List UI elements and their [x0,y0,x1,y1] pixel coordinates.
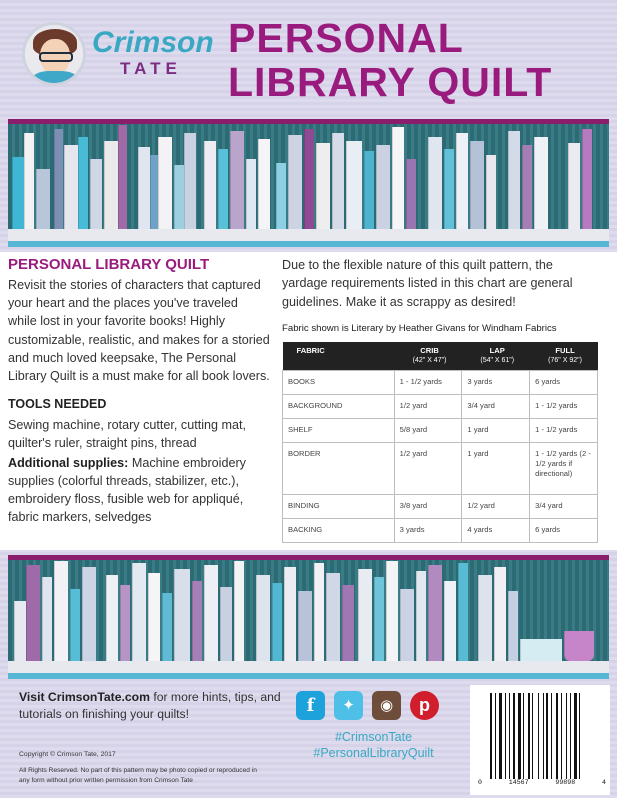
page-title: PERSONAL LIBRARY QUILT [228,15,553,105]
yardage-table [282,342,598,543]
header [0,0,617,118]
barcode-bar [579,693,580,779]
table-cell: 1 - 1/2 yards [530,395,598,419]
header-fabric: FABRIC [283,342,395,371]
barcode-digit-group: 99898 [555,779,576,786]
table-row [283,443,598,495]
instagram-icon[interactable]: ◉ [372,691,401,720]
barcode [470,685,610,795]
table-cell: BACKING [283,519,395,543]
table-cell: 6 yards [530,519,598,543]
header-full: FULL (76" X 92") [530,342,598,371]
additional-text: Machine embroidery supplies (colorful threads, stabilizer, etc.), embroidery floss, fusible web for appliqué, fabric markers, selvedges [8,456,246,525]
barcode-bar [543,693,544,779]
table-cell: 1/2 yard [462,495,530,519]
barcode-bar [551,693,552,779]
header-lap: LAP (54" X 61") [462,342,530,371]
table-cell: 3 yards [394,519,462,543]
quilt-photo-bottom [8,555,609,679]
logo-word-tate: TATE [120,59,182,78]
barcode-digit-group: 0 [478,779,482,786]
flexible-note: Due to the flexible nature of this quilt pattern, the yardage requirements listed in this chart are general guidelines. Make it as scrappy as desired! [282,258,573,309]
barcode-bar [556,693,558,779]
barcode-bar [532,693,533,779]
content-panel [0,252,617,550]
table-cell: 1 yard [462,443,530,495]
barcode-bars [490,693,598,779]
barcode-bar [509,693,510,779]
table-row [283,495,598,519]
section-heading: PERSONAL LIBRARY QUILT [8,256,210,273]
twitter-icon[interactable]: ✦ [334,691,363,720]
barcode-bar [561,693,562,779]
barcode-bar [518,693,521,779]
barcode-bar [528,693,530,779]
logo-word-crimson: Crimson [92,26,214,59]
barcode-bar [566,693,567,779]
visit-link[interactable]: Visit CrimsonTate.com [19,690,150,704]
table-cell: BINDING [283,495,395,519]
hashtags [296,729,451,761]
footer [0,680,617,798]
table-cell: 1 - 1/2 yards [394,371,462,395]
table-cell: 1 - 1/2 yards [530,419,598,443]
barcode-digit-group: 14567 [508,779,529,786]
additional-supplies [8,454,270,526]
table-cell: BACKGROUND [283,395,395,419]
table-row [283,519,598,543]
table-row [283,371,598,395]
table-cell: 1 - 1/2 yards (2 - 1/2 yards if directional) [530,443,598,495]
barcode-bar [546,693,548,779]
hashtag-personallibraryquilt[interactable]: #PersonalLibraryQuilt [313,746,434,760]
table-cell: 1/2 yard [394,395,462,419]
visit-text [19,689,294,723]
pinterest-icon[interactable]: p [410,691,439,720]
facebook-icon[interactable]: f [296,691,325,720]
header-crib: CRIB (42" X 47") [394,342,462,371]
copyright: Copyright © Crimson Tate, 2017 [19,751,116,758]
table-cell: 3/8 yard [394,495,462,519]
table-cell: 3 yards [462,371,530,395]
logo-avatar [22,22,86,86]
barcode-bar [505,693,506,779]
social-icons [296,691,446,721]
visit-rest: for more hints, tips, and tutorials on finishing your quilts! [19,690,281,721]
barcode-bar [523,693,524,779]
barcode-bar [499,693,502,779]
fabric-note: Fabric shown is Literary by Heather Givans for Windham Fabrics [282,323,557,335]
intro-text: Revisit the stories of characters that captured your heart and the places you've traveled while lost in your favorite books! Highly customizable, realistic, and makes for a storied and much loved keepsake, The Personal Library Quilt is a must make for all book lovers. [8,278,270,384]
table-cell: 6 yards [530,371,598,395]
quilt-photo-top [8,119,609,247]
barcode-digit-group: 4 [602,779,606,786]
tools-text: Sewing machine, rotary cutter, cutting mat, quilter's ruler, straight pins, thread [8,418,246,451]
table-header-row [283,342,598,371]
table-cell: 1 yard [462,419,530,443]
hashtag-crimsontate[interactable]: #CrimsonTate [334,730,413,744]
table-row [283,395,598,419]
barcode-bar [570,693,571,779]
barcode-bar [538,693,539,779]
description-column [8,256,270,526]
barcode-bar [490,693,492,779]
barcode-bar [495,693,496,779]
barcode-digits [478,779,606,786]
additional-label: Additional supplies: [8,456,129,471]
yardage-column [282,256,600,543]
table-cell: SHELF [283,419,395,443]
barcode-bar [513,693,515,779]
table-cell: 1/2 yard [394,443,462,495]
table-cell: 5/8 yard [394,419,462,443]
rights-notice: All Rights Reserved. No part of this pattern may be photo copied or reproduced in any form without prior written permission from Crimson Tate [19,767,257,784]
barcode-bar [574,693,577,779]
table-cell: 3/4 yard [462,395,530,419]
crimson-tate-logo[interactable] [22,22,214,88]
table-cell: BOOKS [283,371,395,395]
table-cell: 4 yards [462,519,530,543]
table-row [283,419,598,443]
table-cell: 3/4 yard [530,495,598,519]
tools-heading: TOOLS NEEDED [8,397,107,412]
table-cell: BORDER [283,443,395,495]
